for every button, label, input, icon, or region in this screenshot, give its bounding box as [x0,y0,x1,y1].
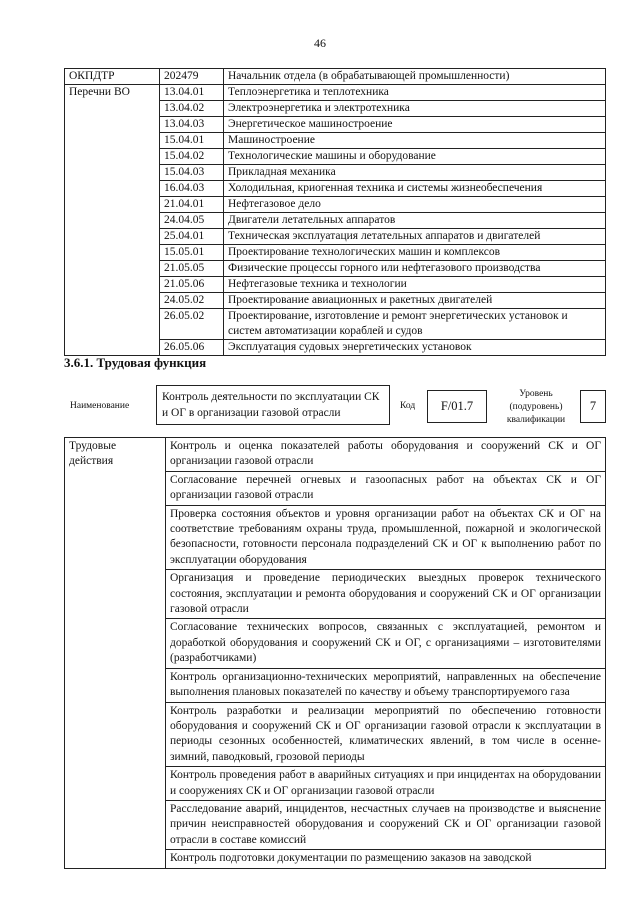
row-code: 21.05.05 [160,261,224,277]
row-title: Холодильная, криогенная техника и системы жизнеобеспечения [224,181,606,197]
table-row [65,181,606,197]
row-title: Технологические машины и оборудование [224,149,606,165]
function-name-box: Контроль деятельности по эксплуатации СК и ОГ в организации газовой отрасли [156,385,390,425]
table-row [65,213,606,229]
row-category [65,117,160,133]
row-code: 21.04.01 [160,197,224,213]
row-code: 13.04.02 [160,101,224,117]
table-row [65,133,606,149]
row-code: 13.04.03 [160,117,224,133]
row-category [65,293,160,309]
function-code-box: F/01.7 [427,390,487,423]
row-category [65,181,160,197]
labor-action-text: Расследование аварий, инцидентов, несчастных случаев на производстве и выяснение причин неисправностей оборудования и сооружений СК и ОГ организации газовой отрасли в составе комиссий [166,800,606,849]
row-title: Теплоэнергетика и теплотехника [224,85,606,101]
row-title: Прикладная механика [224,165,606,181]
row-code: 21.05.06 [160,277,224,293]
row-code: 15.05.01 [160,245,224,261]
row-title: Электроэнергетика и электротехника [224,101,606,117]
page-number: 46 [314,36,326,50]
row-code: 202479 [160,69,224,85]
row-title: Проектирование авиационных и ракетных двигателей [224,293,606,309]
table-row [65,149,606,165]
row-category [65,261,160,277]
labor-action-text: Согласование перечней огневых и газоопасных работ на объектах СК и ОГ организации газовой отрасли [166,471,606,505]
row-category [65,277,160,293]
row-category [65,245,160,261]
labor-action-text: Контроль разработки и реализации мероприятий по обеспечению готовности оборудования и сооружений СК и ОГ организации газовой отрасли к эксплуатации в периоды сезонных особенностей, климатических явлений, в том числе в осенне-зимний, паводковый, грозовой периоды [166,702,606,767]
table-row [65,69,606,85]
table-row [65,85,606,101]
section-heading: 3.6.1. Трудовая функция [64,355,207,370]
table-row [65,245,606,261]
row-title: Нефтегазовое дело [224,197,606,213]
labor-action-text: Контроль проведения работ в аварийных ситуациях и при инцидентах на оборудовании и сооружениях СК и ОГ организации газовой отрасли [166,767,606,801]
row-title: Двигатели летательных аппаратов [224,213,606,229]
table-row [65,438,606,472]
row-title: Проектирование, изготовление и ремонт энергетических установок и систем автоматизации кораблей и судов [224,309,606,340]
row-title: Энергетическое машиностроение [224,117,606,133]
row-category [65,133,160,149]
row-category [65,213,160,229]
row-title: Нефтегазовые техника и технологии [224,277,606,293]
row-title: Начальник отдела (в обрабатывающей промышленности) [224,69,606,85]
table-row [65,165,606,181]
row-code: 26.05.02 [160,309,224,340]
row-title: Машиностроение [224,133,606,149]
table-row [65,277,606,293]
labor-actions-label: Трудовые действия [65,438,166,869]
labor-action-text: Проверка состояния объектов и уровня организации работ на объектах СК и ОГ на соответствие требованиям охраны труда, промышленной, пожарной и экологической безопасности, готовности персонала подразделений СК и ОГ к выполнению работ по эксплуатации оборудования [166,505,606,570]
labor-action-text: Контроль и оценка показателей работы оборудования и сооружений СК и ОГ организации газовой отрасли [166,438,606,472]
row-category [65,309,160,340]
row-title: Проектирование технологических машин и комплексов [224,245,606,261]
row-category: ОКПДТР [65,69,160,85]
row-category: Перечни ВО [65,85,160,101]
row-code: 13.04.01 [160,85,224,101]
row-category [65,197,160,213]
table-row [65,117,606,133]
row-code: 25.04.01 [160,229,224,245]
qualification-level-label: Уровень (подуровень) квалификации [506,389,566,425]
row-code: 24.04.05 [160,213,224,229]
row-title: Эксплуатация судовых энергетических установок [224,340,606,356]
table-row [65,340,606,356]
function-code-label: Код [400,401,416,411]
labor-actions-table [64,437,606,869]
table-row [65,197,606,213]
row-code: 15.04.01 [160,133,224,149]
row-category [65,229,160,245]
labor-action-text: Организация и проведение периодических выездных проверок технического состояния, эксплуатации и ремонта оборудования и сооружений СК и ОГ организации газовой отрасли [166,570,606,619]
labor-action-text: Согласование технических вопросов, связанных с эксплуатацией, ремонтом и доработкой оборудования и сооружений СК и ОГ, с организациями – изготовителями (разработчиками) [166,619,606,668]
labor-action-text: Контроль организационно-технических мероприятий, направленных на обеспечение выполнения плановых показателей по качеству и объему транспортируемого газа [166,668,606,702]
row-code: 16.04.03 [160,181,224,197]
table-row [65,309,606,340]
table-row [65,229,606,245]
row-category [65,101,160,117]
row-code: 15.04.02 [160,149,224,165]
function-name-label: Наименование [70,401,130,411]
row-category [65,149,160,165]
row-code: 26.05.06 [160,340,224,356]
row-title: Физические процессы горного или нефтегазового производства [224,261,606,277]
row-code: 24.05.02 [160,293,224,309]
table-row [65,293,606,309]
row-code: 15.04.03 [160,165,224,181]
row-category [65,340,160,356]
table-row [65,101,606,117]
education-codes-table [64,68,606,356]
labor-action-text: Контроль подготовки документации по размещению заказов на заводской [166,850,606,868]
qualification-level-box: 7 [580,390,606,423]
row-category [65,165,160,181]
row-title: Техническая эксплуатация летательных аппаратов и двигателей [224,229,606,245]
table-row [65,261,606,277]
